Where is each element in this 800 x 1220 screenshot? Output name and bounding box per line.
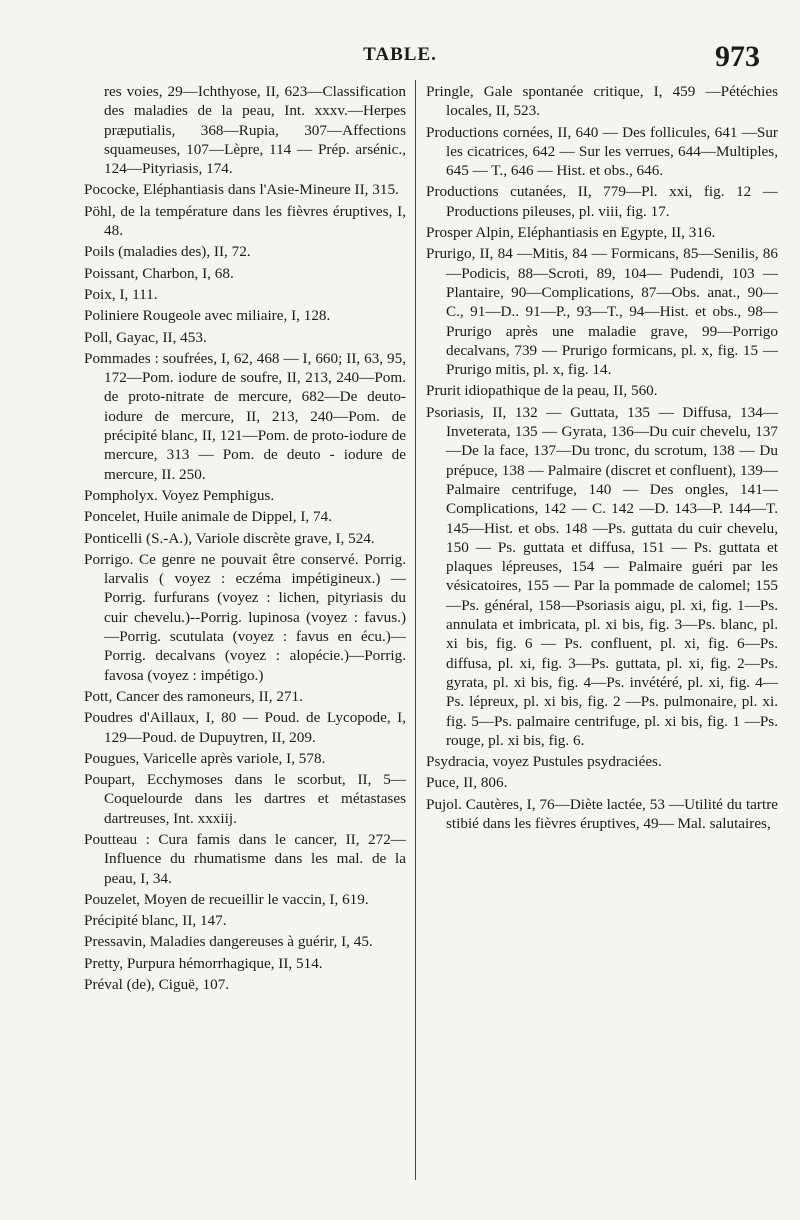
index-entry: Psoriasis, II, 132 — Guttata, 135 — Diffusa, 134—Inveterata, 135 — Gyrata, 136—Du cuir chevelu, 137—De la face, 137—Du tronc, du scrotum, 138 — Du prépuce, 138 — Palmaire (discret et confluent), 139—Palmaire centrifuge, 140 — Des ongles, 141—Complications, 142 — C. 142 —D. 143—P. 144—T. 145—Hist. et obs. 148 —Ps. guttata du cuir chevelu, 150 — Ps. guttata et diffusa, 151 — Ps. guttata et plaques lépreuses, 154 — Palmaire guéri par les vésicatoires, 155 — Par la pommade de calomel; 155—Ps. général, 158—Psoriasis aigu, pl. xi, fig. 1—Ps. annulata et imbricata, pl. xi bis, fig. 3—Ps. blanc, pl. xi bis, fig. 6 — Ps. confluent, pl. xi, fig. 6—Ps. diffusa, pl. xi, fig. 3—Ps. guttata, pl. xi, fig. 2—Ps. gyrata, pl. xi bis, fig. 4—Ps. invétéré, pl. xi, fig. 4—Ps. lépreux, pl. xi bis, fig. 2 —Ps. pulmonaire, pl. xi. fig. 5—Ps. palmaire centrifuge, pl. xi bis, fig. 1 —Ps. rouge, pl. xi bis, fig. 6. xyxy=(426,403,778,749)
index-entry: Ponticelli (S.-A.), Variole discrète grave, I, 524. xyxy=(84,529,375,547)
index-entry: Puce, II, 806. xyxy=(426,774,508,792)
index-entry: Productions cutanées, II, 779—Pl. xxi, fig. 12 — Productions pileuses, pl. viii, fig. 17. xyxy=(426,183,778,220)
page-number: 973 xyxy=(715,40,760,73)
page-title: TABLE. xyxy=(363,44,437,65)
index-entry: Poupart, Ecchymoses dans le scorbut, II, 5—Coquelourde dans les dartres et métastases dartreuses, Int. xxxiij. xyxy=(84,771,406,827)
index-entry: Pressavin, Maladies dangereuses à guérir, I, 45. xyxy=(84,933,373,951)
index-entry: Poncelet, Huile animale de Dippel, I, 74. xyxy=(84,508,332,526)
index-entry: Poutteau : Cura famis dans le cancer, II, 272—Influence du rhumatisme dans les mal. de la peau, I, 34. xyxy=(84,830,406,887)
index-entry: Pujol. Cautères, I, 76—Diète lactée, 53 —Utilité du tartre stibié dans les fièvres éruptives, 49— Mal. salutaires, xyxy=(426,795,778,832)
index-entry: Pococke, Eléphantiasis dans l'Asie-Mineure II, 315. xyxy=(84,181,399,199)
right-column xyxy=(426,82,778,835)
index-entry: Précipité blanc, II, 147. xyxy=(84,912,227,930)
column-divider xyxy=(415,80,416,1180)
index-entry: Préval (de), Ciguë, 107. xyxy=(84,976,230,994)
index-entry: Poll, Gayac, II, 453. xyxy=(84,328,207,346)
index-entry: Prurigo, II, 84 —Mitis, 84 — Formicans, 85—Senilis, 86—Podicis, 88—Scroti, 89, 104— Pudendi, 103 — Plantaire, 90—Complications, 87—Obs. anat., 90—C., 91—D.. 91—P., 93—T., 94—Hist. et obs., 98—Prurigo après une maladie grave, 99—Porrigo decalvans, 739 — Prurigo formicans, pl. x, fig. 15 — Prurigo mitis, pl. x, fig. 14. xyxy=(426,245,778,379)
index-entry: Pompholyx. Voyez Pemphigus. xyxy=(84,486,275,504)
left-column xyxy=(84,82,406,996)
index-entry: Prurit idiopathique de la peau, II, 560. xyxy=(426,382,658,400)
index-entry: Pöhl, de la température dans les fièvres éruptives, I, 48. xyxy=(84,202,406,240)
index-entry: Poudres d'Aillaux, I, 80 — Poud. de Lycopode, I, 129—Poud. de Dupuytren, II, 209. xyxy=(84,709,406,746)
index-entry: Pringle, Gale spontanée critique, I, 459 —Pétéchies locales, II, 523. xyxy=(426,83,778,120)
index-entry: Pretty, Purpura hémorrhagique, II, 514. xyxy=(84,954,323,972)
index-entry: Pommades : soufrées, I, 62, 468 — I, 660; II, 63, 95, 172—Pom. iodure de soufre, II, 213, 240—Pom. de proto-nitrate de mercure, 682—De deuto-iodure de mercure, II, 213, 240—Pom. de précipité blanc, II, 121—Pom. de proto-iodure de mercure, 313 — Pom. de deuto - iodure de mercure, II. 250. xyxy=(84,349,406,483)
index-entry: Poils (maladies des), II, 72. xyxy=(84,243,251,261)
index-entry: Poissant, Charbon, I, 68. xyxy=(84,264,234,282)
index-entry: Poliniere Rougeole avec miliaire, I, 128. xyxy=(84,307,331,325)
index-entry: res voies, 29—Ichthyose, II, 623—Classification des maladies de la peau, Int. xxxv.—Herpes præputialis, 368—Rupia, 307—Affections squameuses, 107—Lèpre, 114 — Prép. arsénic., 124—Pityriasis, 174. xyxy=(104,83,406,178)
index-entry: Pougues, Varicelle après variole, I, 578. xyxy=(84,749,326,767)
index-entry: Productions cornées, II, 640 — Des follicules, 641 —Sur les cicatrices, 642 — Sur les verrues, 644—Multiples, 645 — T., 646 — Hist. et obs., 646. xyxy=(426,123,778,180)
index-entry: Pouzelet, Moyen de recueillir le vaccin, I, 619. xyxy=(84,890,369,908)
index-entry: Porrigo. Ce genre ne pouvait être conservé. Porrig. larvalis ( voyez : eczéma impétigineux.) — Porrig. furfurans (voyez : lichen, pityriasis du cuir chevelu.)--Porrig. lupinosa (voyez : favus.) —Porrig. scutulata (voyez : favus en écu.)—Porrig. decalvans (voyez : alopécie.)—Porrig. favosa (voyez : impétigo.) xyxy=(84,550,406,684)
index-entry: Psydracia, voyez Pustules psydraciées. xyxy=(426,753,662,771)
index-entry: Pott, Cancer des ramoneurs, II, 271. xyxy=(84,687,303,705)
index-entry: Prosper Alpin, Eléphantiasis en Egypte, II, 316. xyxy=(426,224,716,242)
index-entry: Poix, I, 111. xyxy=(84,285,158,303)
